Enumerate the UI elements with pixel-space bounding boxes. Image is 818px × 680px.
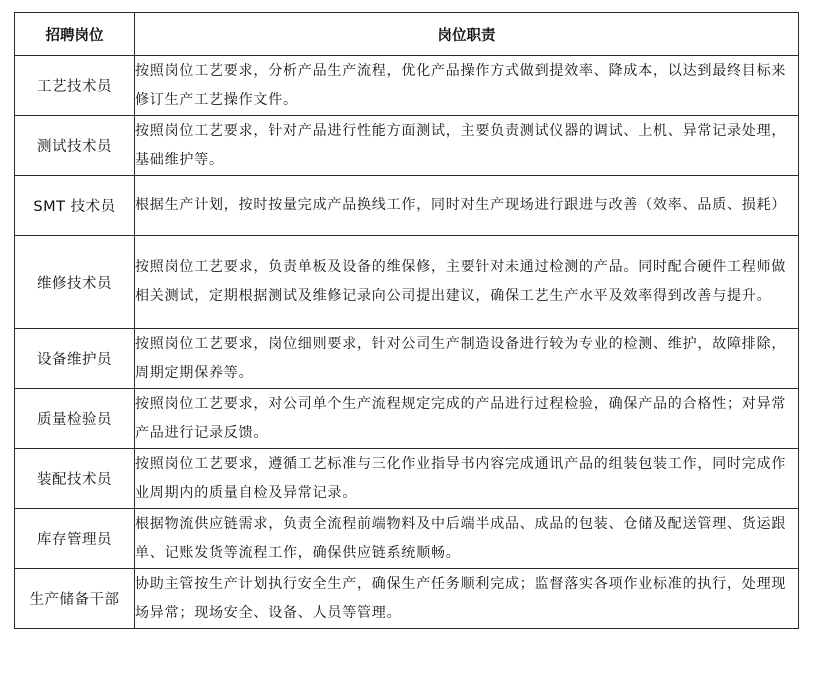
position-duty: 按照岗位工艺要求，负责单板及设备的维保修，主要针对未通过检测的产品。同时配合硬件工程师做相关测试，定期根据测试及维修记录向公司提出建议，确保工艺生产水平及效率得到改善与提升。 <box>135 236 799 329</box>
position-title: 维修技术员 <box>15 236 135 329</box>
header-position: 招聘岗位 <box>15 13 135 56</box>
recruitment-table <box>14 12 799 629</box>
position-title: 装配技术员 <box>15 449 135 509</box>
position-duty: 按照岗位工艺要求，分析产品生产流程，优化产品操作方式做到提效率、降成本，以达到最终目标来修订生产工艺操作文件。 <box>135 56 799 116</box>
position-duty: 按照岗位工艺要求，岗位细则要求，针对公司生产制造设备进行较为专业的检测、维护，故障排除，周期定期保养等。 <box>135 329 799 389</box>
header-row <box>15 13 799 56</box>
table-row <box>15 116 799 176</box>
position-title: 质量检验员 <box>15 389 135 449</box>
table-row <box>15 329 799 389</box>
header-duties: 岗位职责 <box>135 13 799 56</box>
position-duty: 按照岗位工艺要求，针对产品进行性能方面测试，主要负责测试仪器的调试、上机、异常记录处理，基础维护等。 <box>135 116 799 176</box>
position-duty: 协助主管按生产计划执行安全生产，确保生产任务顺利完成；监督落实各项作业标准的执行，处理现场异常；现场安全、设备、人员等管理。 <box>135 569 799 629</box>
table-row <box>15 176 799 236</box>
table-row <box>15 449 799 509</box>
table-row <box>15 389 799 449</box>
position-title: 生产储备干部 <box>15 569 135 629</box>
position-duty: 按照岗位工艺要求，遵循工艺标准与三化作业指导书内容完成通讯产品的组装包装工作，同时完成作业周期内的质量自检及异常记录。 <box>135 449 799 509</box>
table-row <box>15 509 799 569</box>
table-row <box>15 236 799 329</box>
position-title: 设备维护员 <box>15 329 135 389</box>
table-row <box>15 56 799 116</box>
table-row <box>15 569 799 629</box>
position-duty: 按照岗位工艺要求，对公司单个生产流程规定完成的产品进行过程检验，确保产品的合格性；对异常产品进行记录反馈。 <box>135 389 799 449</box>
position-title: SMT 技术员 <box>15 176 135 236</box>
position-title: 工艺技术员 <box>15 56 135 116</box>
position-duty: 根据物流供应链需求，负责全流程前端物料及中后端半成品、成品的包装、仓储及配送管理、货运跟单、记账发货等流程工作，确保供应链系统顺畅。 <box>135 509 799 569</box>
position-duty: 根据生产计划，按时按量完成产品换线工作，同时对生产现场进行跟进与改善（效率、品质、损耗） <box>135 176 799 236</box>
position-title: 库存管理员 <box>15 509 135 569</box>
position-title: 测试技术员 <box>15 116 135 176</box>
